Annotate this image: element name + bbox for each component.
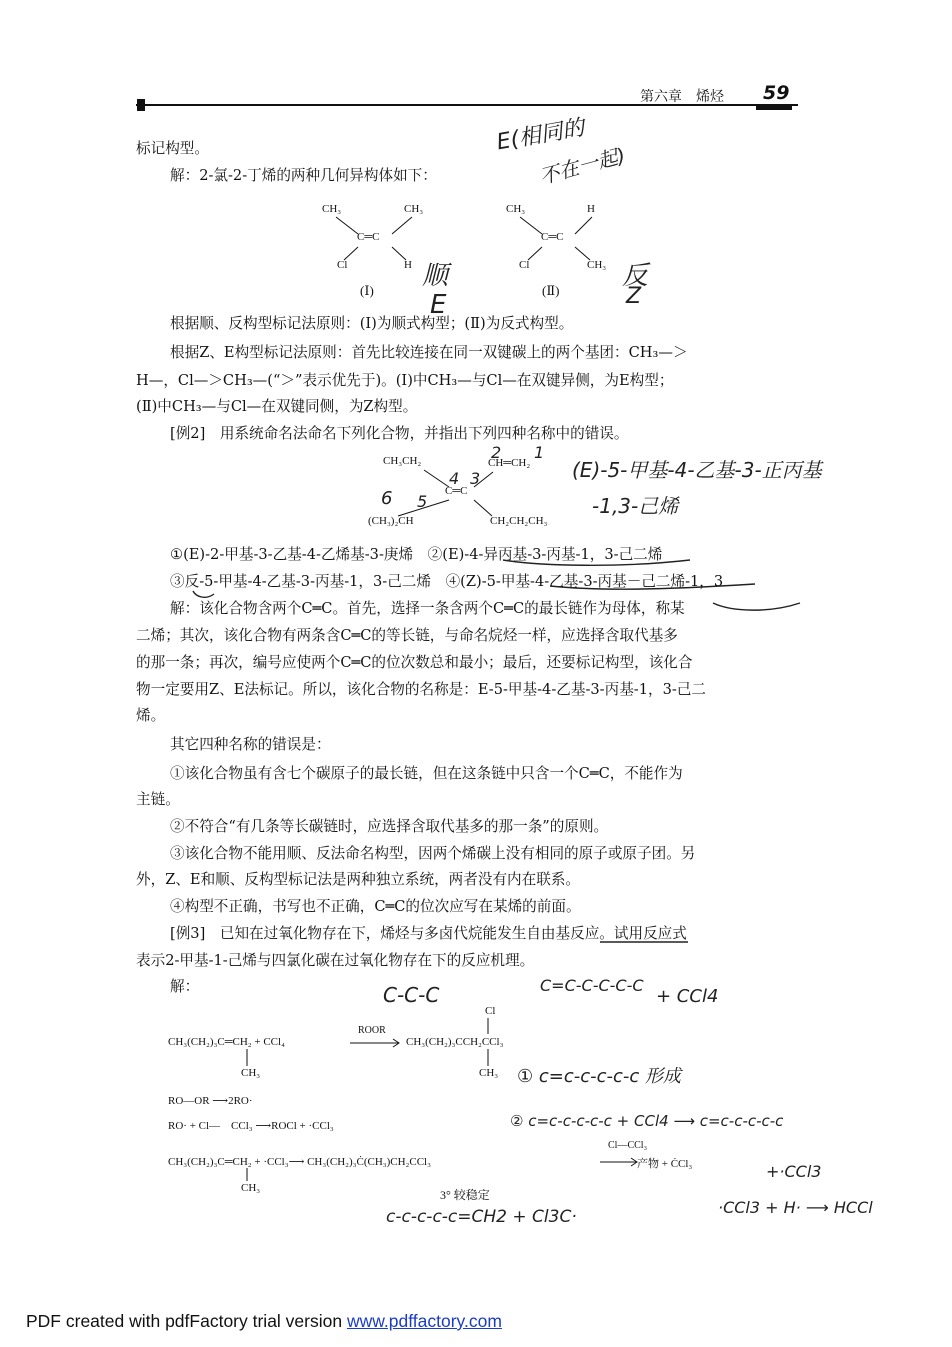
struct1-h: H [404,259,412,271]
mech-r3: RO· + Cl— CCl₃ ⟶ROCl + ·CCl₃ [168,1120,334,1132]
mechanism-bonds [247,1018,637,1181]
pdf-footer [26,1311,502,1332]
mech-r1-product: CH₃(CH₂)₃CCH₂CCl₃ [406,1036,504,1048]
text-line: 根据Z、E构型标记法原则：首先比较连接在同一双键碳上的两个基团：CH₃—＞ [170,344,688,361]
struct1-bonds [336,217,412,260]
mech-r1-reactants: CH₃(CH₂)₃C═CH₂ + CCl₄ [168,1036,285,1048]
handwriting-note: E [430,290,447,320]
option-line: ①(E)-2-甲基-3-乙基-4-乙烯基-3-庚烯 ②(E)-4-异丙基-3-丙基-1，3-己二烯 [170,546,663,563]
option-line: ③反-5-甲基-4-乙基-3-丙基-1，3-己二烯 ④(Z)-5-甲基-4-乙基-3-丙基－己二烯-1，3 [170,573,724,590]
handwriting-note: (E)-5-甲基-4-乙基-3-正丙基 [572,458,822,482]
handwriting-note: C-C-C [383,983,440,1007]
struct1-double-bond: C═C [357,231,380,243]
handwriting-note: ① c=c-c-c-c-c 形成 [517,1066,682,1087]
mech-r4-products: 产物 + ĊCl₃ [637,1158,693,1170]
struct2-ch3b: CH₃ [587,259,607,271]
struct2-bonds [520,217,592,260]
text-line: ①该化合物虽有含七个碳原子的最长链，但在这条链中只含一个C═C，不能作为 [170,765,683,782]
text-line: 主链。 [136,791,180,808]
text-line: 的那一条；再次，编号应使两个C═C的位次数总和最小；最后，还要标记构型，该化合 [136,654,693,671]
handwriting-number: 1 [534,443,545,462]
struct3-double-bond: C═C [445,485,468,497]
mech-r2: RO—OR ⟶2RO· [168,1095,253,1107]
mech-r4-note: 3° 较稳定 [440,1188,490,1202]
handwriting-note: ② c=c-c-c-c-c + CCl4 ⟶ c=c-c-c-c-c [510,1112,784,1130]
mech-r4-condition: Cl—CCl₃ [608,1140,648,1151]
mech-r1-condition: ROOR [358,1025,386,1036]
handwriting-note: Z [626,284,642,309]
struct2-label: (Ⅱ) [542,283,560,298]
text-line: 其它四种名称的错误是： [170,736,331,753]
struct3-top-left: CH₃CH₂ [383,455,422,467]
handwriting-note: -1,3-己烯 [592,494,679,518]
struct1-label: (Ⅰ) [360,283,374,298]
handwriting-note: E(相同的 [494,115,587,156]
struct3-bottom-right: CH₂CH₂CH₃ [490,515,548,527]
struct2-cl: Cl [519,259,530,271]
handwriting-note: C=C-C-C-C-C [540,976,644,995]
handwriting-note: 反 [622,261,649,291]
text-line: 标记构型。 [136,140,209,157]
handwriting-note: + CCl4 [656,986,719,1007]
footer-link[interactable]: www.pdffactory.com [346,1311,502,1331]
mech-r4-ch3: CH₃ [241,1182,261,1194]
mech-r1-ch3a: CH₃ [241,1067,261,1079]
struct2-double-bond: C═C [541,231,564,243]
example-3-heading: [例3] 已知在过氧化物存在下，烯烃与多卤代烷能发生自由基反应。试用反应式 [170,925,687,942]
mech-r4-reactants: CH₃(CH₂)₃C═CH₂ + ·CCl₃⟶ CH₃(CH₂)₃Ċ(CH₃)CH₂CCl₃ [168,1156,431,1168]
handwriting-note: c-c-c-c-c=CH2 + Cl3C· [386,1207,577,1227]
struct3-bonds [398,470,493,516]
handwriting-number: 5 [417,492,428,511]
text-line: 二烯；其次，该化合物有两条含C═C的等长链，与命名烷烃一样，应选择含取代基多 [136,627,678,644]
footer-text: PDF created with pdfFactory trial version [26,1311,347,1331]
text-line: 外，Z、E和顺、反构型标记法是两种独立系统，两者没有内在联系。 [136,871,581,888]
text-line: 表示2-甲基-1-己烯与四氯化碳在过氧化物存在下的反应机理。 [136,952,535,969]
text-line: 解：2-氯-2-丁烯的两种几何异构体如下： [170,167,437,184]
text-line: 烯。 [136,707,166,724]
struct2-ch3a: CH₃ [506,203,526,215]
chapter-title: 第六章 烯烃 [640,89,724,105]
struct3-bottom-left: (CH₃)₂CH [368,515,414,527]
example-2-heading: [例2] 用系统命名法命名下列化合物，并指出下列四种名称中的错误。 [170,425,629,442]
handwriting-number: 6 [381,488,393,509]
struct2-h: H [587,203,595,215]
text-line: H—，Cl—＞CH₃—(“＞”表示优先于)。(Ⅰ)中CH₃—与Cl—在双键异侧，为E构型； [136,372,674,389]
handwriting-note: 顺 [422,261,449,291]
mech-r1-ch3b: CH₃ [479,1067,499,1079]
struct1-cl: Cl [337,259,348,271]
mech-r1-cl: Cl [485,1005,496,1017]
handwriting-underlines [193,560,800,942]
handwriting-note: +·CCl3 [766,1162,822,1181]
struct1-ch3b: CH₃ [404,203,424,215]
handwriting-note: ·CCl3 + H· ⟶ HCCl [718,1198,873,1217]
handwriting-number: 3 [470,469,481,488]
handwriting-note: 不在一起) [536,142,628,189]
page-number: 59 [763,82,790,104]
text-line: (Ⅱ)中CH₃—与Cl—在双键同侧，为Z构型。 [136,398,418,415]
handwriting-number: 2 [491,443,502,462]
text-line: 物一定要用Z、E法标记。所以，该化合物的名称是：E-5-甲基-4-乙基-3-丙基-1，3-己二 [136,681,707,698]
text-line: ③该化合物不能用顺、反法命名构型，因两个烯碳上没有相同的原子或原子团。另 [170,845,696,862]
struct3-top-right: CH═CH₂ [488,457,531,469]
text-line: 根据顺、反构型标记法原则：(Ⅰ)为顺式构型；(Ⅱ)为反式构型。 [170,315,574,332]
text-line: ②不符合“有几条等长碳链时，应选择含取代基多的那一条”的原则。 [170,818,609,835]
handwriting-number: 4 [449,469,460,488]
text-line: 解：该化合物含两个C═C。首先，选择一条含两个C═C的最长链作为母体，称某 [170,600,685,617]
text-line: ④构型不正确，书写也不正确，C═C的位次应写在某烯的前面。 [170,898,581,915]
struct1-ch3a: CH₃ [322,203,342,215]
text-line: 解： [170,978,200,995]
